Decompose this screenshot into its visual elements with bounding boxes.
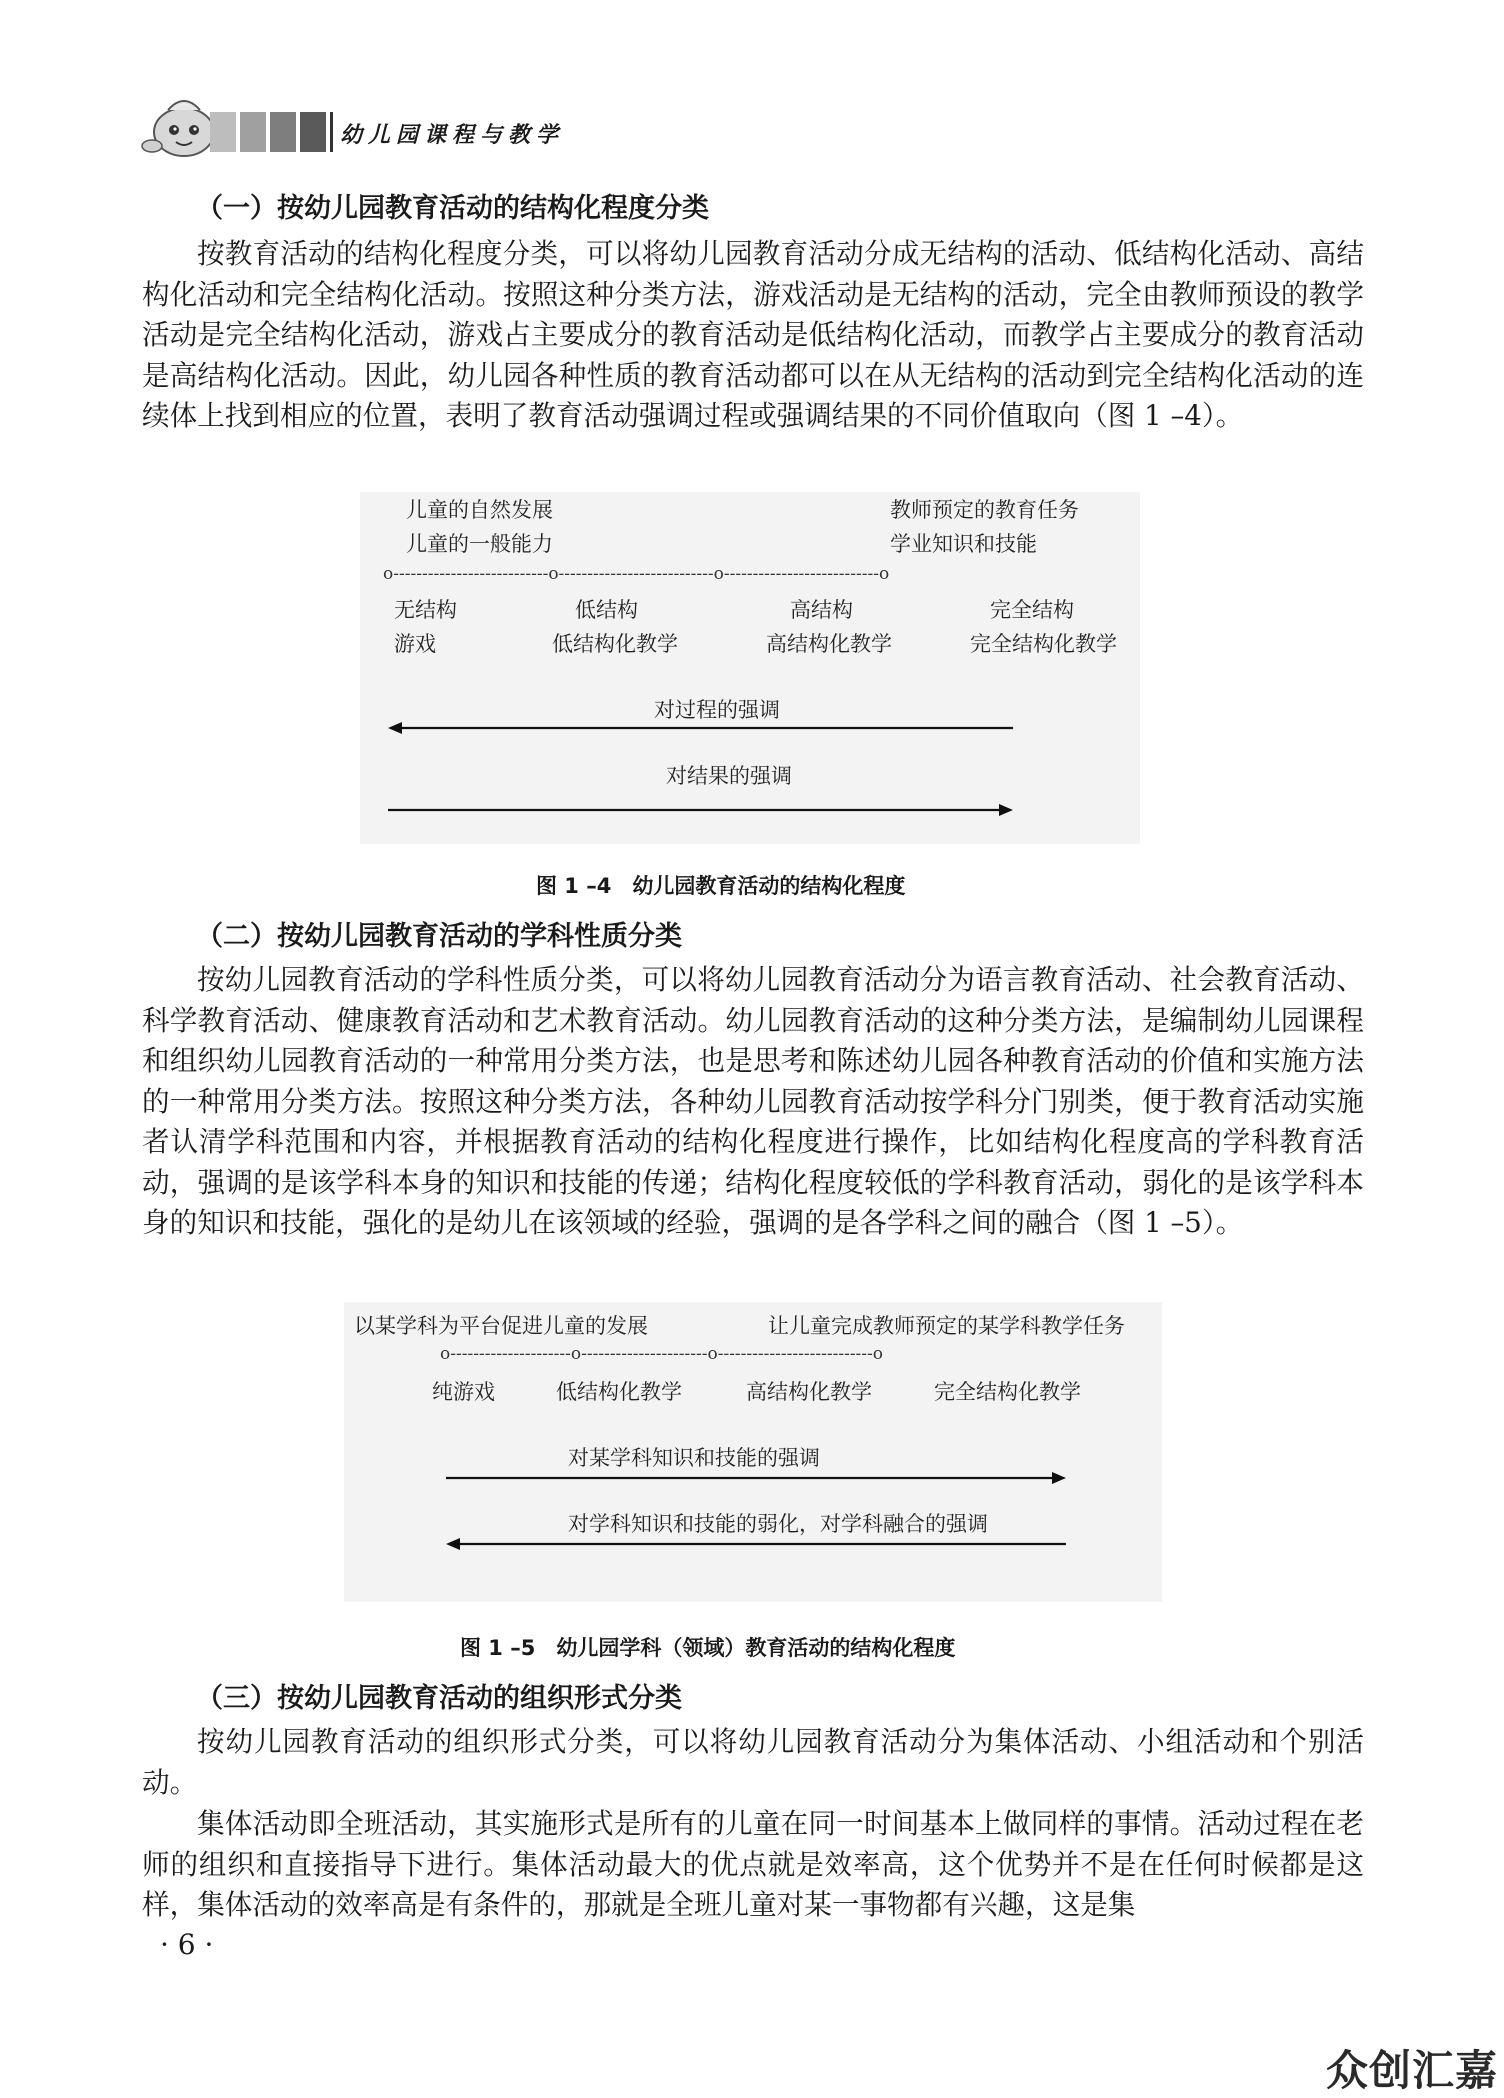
page-number: · 6 · xyxy=(160,1928,214,1961)
arrow-label: 对结果的强调 xyxy=(666,764,792,788)
section-paragraph: 集体活动即全班活动，其实施形式是所有的儿童在同一时间基本上做同样的事情。活动过程在老师的组织和直接指导下进行。集体活动最大的优点就是效率高，这个优势并不是在任何时候都是这样，集体活动的效率高是有条件的，那就是全班儿童对某一事物都有兴趣，这是集 xyxy=(142,1807,1364,1921)
section-paragraph: 按教育活动的结构化程度分类，可以将幼儿园教育活动分成无结构的活动、低结构化活动、高结构化活动和完全结构化活动。按照这种分类方法，游戏活动是无结构的活动，完全由教师预设的教学活动是完全结构化活动，游戏占主要成分的教育活动是低结构化活动，而教学占主要成分的教育活动是高结构化活动。因此，幼儿园各种性质的教育活动都可以在从无结构的活动到完全结构化活动的连续体上找到相应的位置，表明了教育活动强调过程或强调结果的不同价值取向（图 1 –4）。 xyxy=(142,237,1364,432)
scale-point-sub: 游戏 xyxy=(394,632,436,656)
scale-point-label: 无结构 xyxy=(394,598,457,622)
scale-line: o---------------------------o---------------------------o---------------------------o xyxy=(383,564,890,584)
figure-label: 学业知识和技能 xyxy=(890,532,1037,556)
figure-label: 教师预定的教育任务 xyxy=(890,498,1079,522)
scale-point-sub: 低结构化教学 xyxy=(552,632,678,656)
section-paragraph: 按幼儿园教育活动的组织形式分类，可以将幼儿园教育活动分为集体活动、小组活动和个别活动。 xyxy=(142,1725,1364,1799)
arrow-label: 对某学科知识和技能的强调 xyxy=(568,1446,820,1470)
figure-caption: 图 1 –4 幼儿园教育活动的结构化程度 xyxy=(536,874,906,898)
section-heading: （三）按幼儿园教育活动的组织形式分类 xyxy=(196,1683,682,1714)
left-arrow xyxy=(388,718,1013,738)
scale-line: o---------------------o----------------------o---------------------------o xyxy=(440,1344,884,1364)
section-heading: （二）按幼儿园教育活动的学科性质分类 xyxy=(196,921,682,952)
scale-point-label: 完全结构化教学 xyxy=(934,1380,1081,1404)
scale-point-sub: 高结构化教学 xyxy=(766,632,892,656)
section-paragraph: 按幼儿园教育活动的学科性质分类，可以将幼儿园教育活动分为语言教育活动、社会教育活动、科学教育活动、健康教育活动和艺术教育活动。幼儿园教育活动的这种分类方法，是编制幼儿园课程和组织幼儿园教育活动的一种常用分类方法，也是思考和陈述幼儿园各种教育活动的价值和实施方法的一种常用分类方法。按照这种分类方法，各种幼儿园教育活动按学科分门别类，便于教育活动实施者认清学科范围和内容，并根据教育活动的结构化程度进行操作，比如结构化程度高的学科教育活动，强调的是该学科本身的知识和技能的传递；结构化程度较低的学科教育活动，弱化的是该学科本身的知识和技能，强化的是幼儿在该领域的经验，强调的是各学科之间的融合（图 1 –5）。 xyxy=(142,963,1364,1239)
arrow-label: 对学科知识和技能的弱化，对学科融合的强调 xyxy=(568,1512,988,1536)
right-arrow xyxy=(388,800,1013,820)
figure-label: 儿童的一般能力 xyxy=(406,532,553,556)
figure-caption: 图 1 –5 幼儿园学科（领域）教育活动的结构化程度 xyxy=(460,1636,956,1660)
figure-label: 让儿童完成教师预定的某学科教学任务 xyxy=(768,1314,1125,1338)
figure-label: 以某学科为平台促进儿童的发展 xyxy=(354,1314,648,1338)
scale-point-label: 纯游戏 xyxy=(432,1380,495,1404)
scale-point-label: 高结构化教学 xyxy=(746,1380,872,1404)
figure-label: 儿童的自然发展 xyxy=(406,498,553,522)
watermark: 众创汇嘉 xyxy=(1325,2046,1498,2095)
section-heading: （一）按幼儿园教育活动的结构化程度分类 xyxy=(196,193,709,224)
arrow-label: 对过程的强调 xyxy=(654,698,780,722)
scale-point-label: 高结构 xyxy=(790,598,853,622)
scale-point-label: 低结构化教学 xyxy=(556,1380,682,1404)
scale-point-sub: 完全结构化教学 xyxy=(970,632,1117,656)
left-arrow xyxy=(446,1534,1066,1554)
scale-point-label: 低结构 xyxy=(575,598,638,622)
header-title: 幼儿园课程与教学 xyxy=(340,123,565,148)
scale-point-label: 完全结构 xyxy=(990,598,1074,622)
right-arrow xyxy=(446,1468,1066,1488)
